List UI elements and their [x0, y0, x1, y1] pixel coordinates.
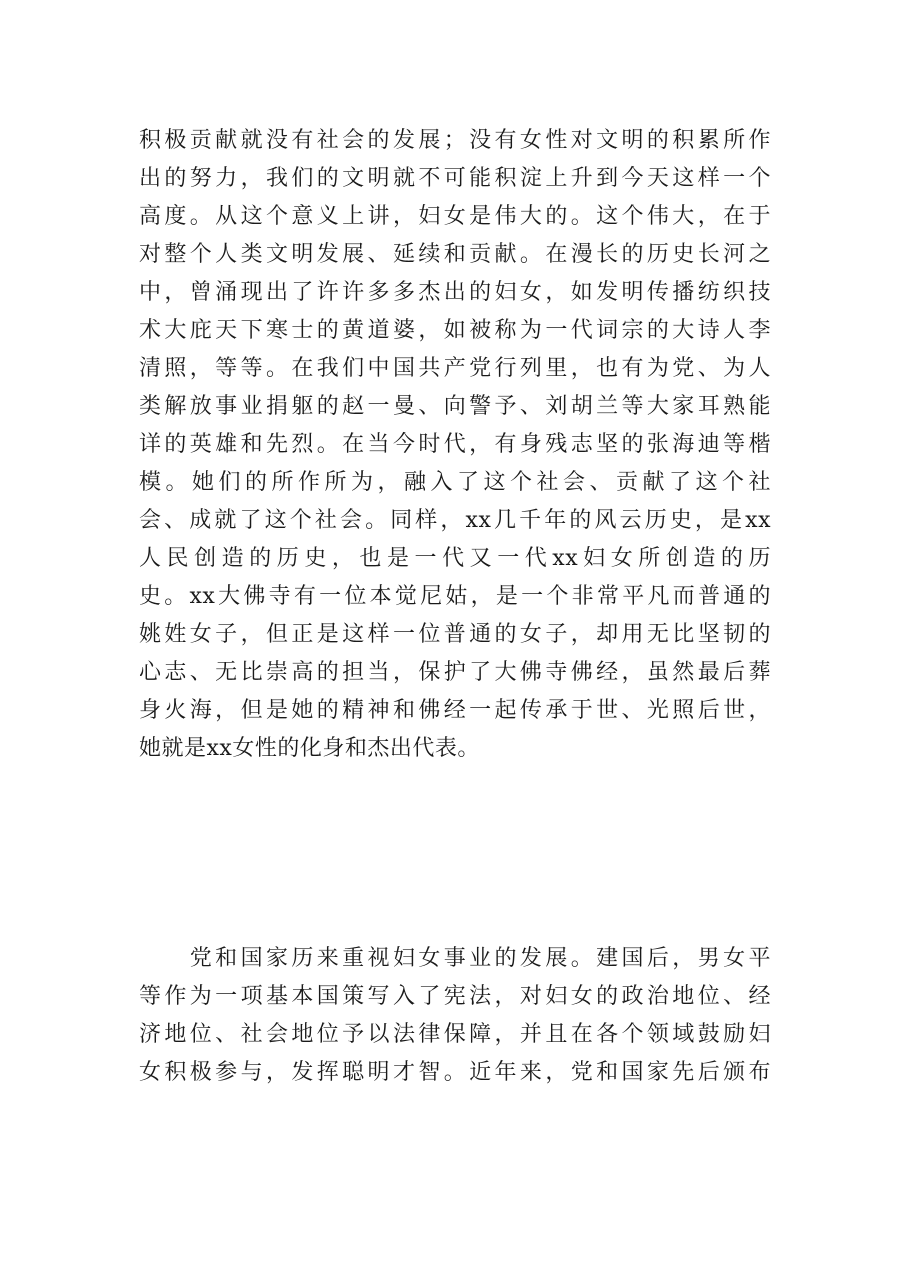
paragraph-1 [139, 122, 771, 768]
text-line: 模。她们的所作所为，融入了这个社会、贡献了这个社 [139, 470, 771, 495]
text-line: 清照，等等。在我们中国共产党行列里，也有为党、为人 [139, 356, 771, 381]
paragraph-2 [139, 940, 771, 1092]
text-line: 身火海，但是她的精神和佛经一起传承于世、光照后世， [139, 698, 771, 723]
text-line: 人民创造的历史，也是一代又一代xx妇女所创造的历 [139, 546, 771, 571]
text-line: 心志、无比崇高的担当，保护了大佛寺佛经，虽然最后葬 [139, 660, 771, 685]
text-line: 中，曾涌现出了许许多多杰出的妇女，如发明传播纺织技 [139, 280, 771, 305]
text-line: 会、成就了这个社会。同样，xx几千年的风云历史，是xx [139, 508, 771, 533]
text-line: 术大庇天下寒士的黄道婆，如被称为一代词宗的大诗人李 [139, 318, 771, 343]
text-line: 等作为一项基本国策写入了宪法，对妇女的政治地位、经 [139, 984, 771, 1009]
text-line: 详的英雄和先烈。在当今时代，有身残志坚的张海迪等楷 [139, 432, 771, 457]
text-line: 积极贡献就没有社会的发展；没有女性对文明的积累所作 [139, 128, 771, 153]
text-line: 党和国家历来重视妇女事业的发展。建国后，男女平 [139, 946, 771, 971]
text-line: 她就是xx女性的化身和杰出代表。 [139, 736, 480, 761]
text-line: 史。xx大佛寺有一位本觉尼姑，是一个非常平凡而普通的 [139, 584, 771, 609]
text-line: 对整个人类文明发展、延续和贡献。在漫长的历史长河之 [139, 242, 771, 267]
text-line: 女积极参与，发挥聪明才智。近年来，党和国家先后颁布 [139, 1060, 771, 1085]
text-line: 出的努力，我们的文明就不可能积淀上升到今天这样一个 [139, 166, 771, 191]
text-line: 济地位、社会地位予以法律保障，并且在各个领域鼓励妇 [139, 1022, 771, 1047]
text-line: 类解放事业捐躯的赵一曼、向警予、刘胡兰等大家耳熟能 [139, 394, 771, 419]
text-line: 高度。从这个意义上讲，妇女是伟大的。这个伟大，在于 [139, 204, 771, 229]
text-line: 姚姓女子，但正是这样一位普通的女子，却用无比坚韧的 [139, 622, 771, 647]
